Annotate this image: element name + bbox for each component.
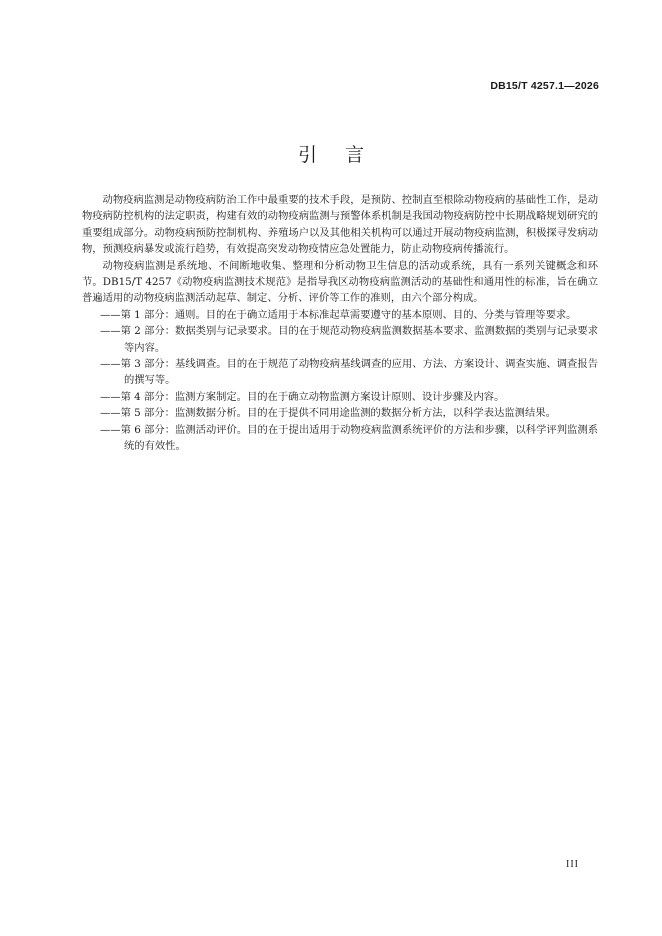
part-item-6: ——第 6 部分：监测活动评价。目的在于提出适用于动物疫病监测系统评价的方法和步骤，以科学评判监测系统的有效性。 <box>100 423 598 453</box>
part-item-5: ——第 5 部分：监测数据分析。目的在于提供不同用途监测的数据分析方法，以科学表达监测结果。 <box>100 407 556 420</box>
intro-paragraph-2: 动物疫病监测是系统地、不间断地收集、整理和分析动物卫生信息的活动或系统，具有一系列关键概念和环节。DB15/T 4257《动物疫病监测技术规范》是指导我区动物疫病监测活动的基础性和通用性的标准，旨在确立普遍适用的动物疫病监测活动起草、制定、分析、评价等工作的准则，由六个部分构成。 <box>82 259 598 305</box>
part-item-1: ——第 1 部分：通则。目的在于确立适用于本标准起草需要遵守的基本原则、目的、分类与管理等要求。 <box>100 308 577 321</box>
intro-paragraph-1: 动物疫病监测是动物疫病防治工作中最重要的技术手段，是预防、控制直至根除动物疫病的基础性工作，是动物疫病防控机构的法定职责，构建有效的动物疫病监测与预警体系机制是我国动物疫病防控中长期战略规划研究的重要组成部分。动物疫病预防控制机构、养殖场户以及其他相关机构可以通过开展动物疫病监测，积极探寻发病动物，预测疫病暴发或流行趋势，有效提高突发动物疫情应急处置能力，防止动物疫病传播流行。 <box>82 194 598 256</box>
parts-list <box>82 307 598 455</box>
part-item-4: ——第 4 部分：监测方案制定。目的在于确立动物监测方案设计原则、设计步骤及内容。 <box>100 390 505 403</box>
page-number: III <box>566 859 579 870</box>
part-item-3: ——第 3 部分：基线调查。目的在于规范了动物疫病基线调查的应用、方法、方案设计、调查实施、调查报告的撰写等。 <box>100 358 598 387</box>
body-content <box>82 192 598 455</box>
page-title: 引言 <box>297 144 392 166</box>
part-item-2: ——第 2 部分：数据类别与记录要求。目的在于规范动物疫病监测数据基本要求、监测数据的类别与记录要求等内容。 <box>100 325 598 354</box>
document-code: DB15/T 4257.1—2026 <box>490 80 599 92</box>
